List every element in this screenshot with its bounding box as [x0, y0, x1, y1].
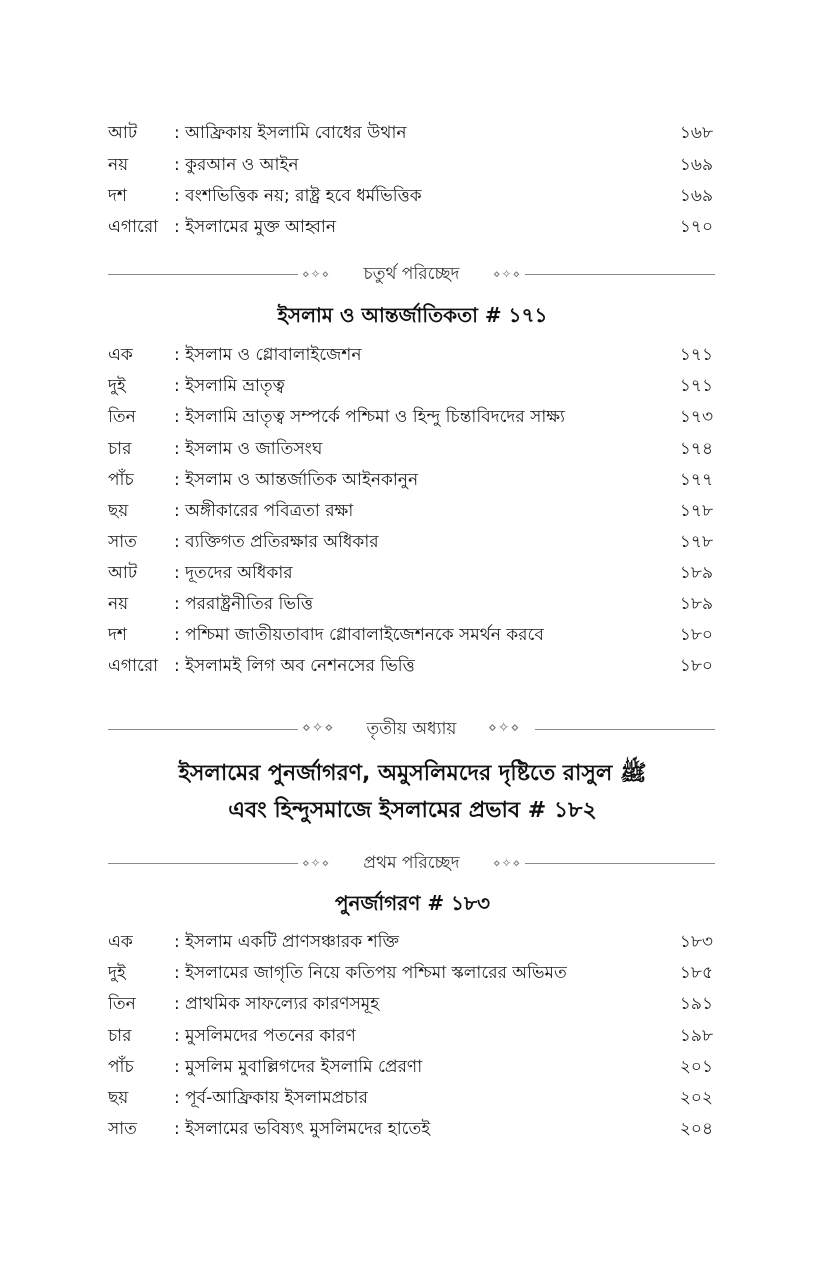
- toc-entry: [108, 371, 713, 401]
- entry-number: পাঁচ: [108, 1057, 134, 1077]
- entry-title: : বংশভিত্তিক নয়; রাষ্ট্র হবে ধর্মভিত্তিক: [174, 186, 422, 206]
- entry-page: ২০২: [679, 1088, 713, 1108]
- toc-entry: [108, 150, 713, 180]
- toc-entry: [108, 212, 713, 242]
- chapter-heading: পুনর্জাগরণ # ১৮৩: [334, 891, 491, 915]
- entry-page: ১৮৫: [679, 963, 713, 983]
- entry-number: সাত: [108, 1119, 137, 1139]
- entry-page: ১৯১: [679, 994, 713, 1014]
- entry-title: : ইসলামের মুক্ত আহ্বান: [174, 217, 336, 237]
- toc-entry: [108, 1083, 713, 1113]
- entry-number: দুই: [108, 963, 126, 983]
- entry-number: দশ: [108, 625, 127, 645]
- entry-number: পাঁচ: [108, 470, 134, 490]
- toc-entry: [108, 989, 713, 1019]
- entry-number: তিন: [108, 407, 136, 427]
- entry-page: ১৮৯: [679, 594, 713, 614]
- entry-page: ১৮৯: [679, 563, 713, 583]
- ornament-icon: ⋄✧⋄: [302, 267, 331, 281]
- entry-number: নয়: [108, 594, 129, 614]
- entry-title: : ব্যক্তিগত প্রতিরক্ষার অধিকার: [174, 532, 379, 552]
- toc-entry: [108, 496, 713, 526]
- divider-label: প্রথম পরিচ্ছেদ: [363, 853, 460, 873]
- entry-number: এগারো: [108, 656, 159, 676]
- entry-page: ১৮০: [679, 656, 713, 676]
- ornament-icon: ⋄✧⋄: [302, 856, 331, 870]
- toc-entry: [108, 558, 713, 588]
- entry-title: : মুসলিমদের পতনের কারণ: [174, 1026, 356, 1046]
- toc-entry: [108, 1114, 713, 1144]
- entry-page: ১৭৮: [679, 532, 713, 552]
- toc-entry: [108, 340, 713, 370]
- entry-page: ১৬৯: [679, 155, 713, 175]
- entry-title: : ইসলাম ও জাতিসংঘ: [174, 439, 323, 459]
- entry-page: ১৭১: [679, 345, 713, 365]
- toc-entry: [108, 958, 713, 988]
- entry-title: : পূর্ব-আফ্রিকায় ইসলামপ্রচার: [174, 1088, 368, 1108]
- entry-title: : ইসলামই লিগ অব নেশনসের ভিত্তি: [174, 656, 415, 676]
- toc-entry: [108, 181, 713, 211]
- entry-title: : ইসলাম একটি প্রাণসঞ্চারক শক্তি: [174, 932, 399, 952]
- divider-line: [525, 274, 715, 275]
- entry-number: ছয়: [108, 501, 129, 521]
- entry-title: : কুরআন ও আইন: [174, 155, 299, 175]
- entry-number: দুই: [108, 376, 126, 396]
- entry-title: : ইসলামের ভবিষ্যৎ মুসলিমদের হাতেই: [174, 1119, 431, 1139]
- entry-number: নয়: [108, 155, 129, 175]
- toc-entry: [108, 527, 713, 557]
- entry-page: ১৭৩: [679, 407, 713, 427]
- entry-number: আট: [108, 563, 138, 583]
- toc-entry: [108, 651, 713, 681]
- entry-page: ১৭৪: [679, 439, 713, 459]
- ornament-icon: ⋄✧⋄: [302, 720, 335, 736]
- entry-title: : ইসলামের জাগৃতি নিয়ে কতিপয় পশ্চিমা স্কলারের অভিমত: [174, 963, 567, 983]
- entry-page: ১৯৮: [679, 1026, 713, 1046]
- entry-page: ১৭১: [679, 376, 713, 396]
- toc-entry: [108, 1052, 713, 1082]
- part-heading-line-1: ইসলামের পুনর্জাগরণ, অমুসলিমদের দৃষ্টিতে রাসুল ﷺ: [178, 761, 647, 786]
- toc-entry: [108, 1021, 713, 1051]
- entry-title: : অঙ্গীকারের পবিত্রতা রক্ষা: [174, 501, 354, 521]
- entry-number: এক: [108, 932, 133, 952]
- ornament-icon: ⋄✧⋄: [493, 856, 522, 870]
- entry-number: তিন: [108, 994, 136, 1014]
- toc-entry: [108, 589, 713, 619]
- toc-entry: [108, 620, 713, 650]
- entry-page: ১৭৮: [679, 501, 713, 521]
- entry-title: : ইসলাম ও গ্লোবালাইজেশন: [174, 345, 362, 365]
- entry-title: : ইসলাম ও আন্তর্জাতিক আইনকানুন: [174, 470, 419, 490]
- entry-number: ছয়: [108, 1088, 129, 1108]
- entry-page: ১৮৩: [679, 932, 713, 952]
- toc-entry: [108, 434, 713, 464]
- toc-entry: [108, 118, 713, 148]
- entry-page: ১৮০: [679, 625, 713, 645]
- entry-title: : দূতদের অধিকার: [174, 563, 293, 583]
- divider-label: চতুর্থ পরিচ্ছেদ: [363, 264, 460, 284]
- entry-title: : প্রাথমিক সাফল্যের কারণসমূহ: [174, 994, 380, 1014]
- section-divider: [108, 259, 715, 289]
- entry-page: ২০৪: [679, 1119, 713, 1139]
- entry-title: : ইসলামি ভ্রাতৃত্ব সম্পর্কে পশ্চিমা ও হিন্দু চিন্তাবিদদের সাক্ষ্য: [174, 407, 565, 427]
- entry-number: চার: [108, 439, 132, 459]
- entry-title: : আফ্রিকায় ইসলামি বোধের উথান: [174, 123, 407, 143]
- ornament-icon: ⋄✧⋄: [493, 267, 522, 281]
- entry-title: : ইসলামি ভ্রাতৃত্ব: [174, 376, 285, 396]
- ornament-icon: ⋄✧⋄: [488, 720, 521, 736]
- entry-number: এগারো: [108, 217, 159, 237]
- divider-label: তৃতীয় অধ্যায়: [366, 719, 457, 739]
- entry-page: ১৬৮: [679, 123, 713, 143]
- toc-entry: [108, 465, 713, 495]
- chapter-heading: ইসলাম ও আন্তর্জাতিকতা # ১৭১: [277, 303, 548, 327]
- entry-title: : মুসলিম মুবাল্লিগদের ইসলামি প্রেরণা: [174, 1057, 423, 1077]
- section-divider: [108, 848, 715, 878]
- entry-number: সাত: [108, 532, 137, 552]
- entry-number: আট: [108, 123, 138, 143]
- entry-title: : পশ্চিমা জাতীয়তাবাদ গ্লোবালাইজেশনকে সমর্থন করবে: [174, 625, 544, 645]
- toc-entry: [108, 402, 713, 432]
- entry-title: : পররাষ্ট্রনীতির ভিত্তি: [174, 594, 314, 614]
- entry-page: ১৭০: [679, 217, 713, 237]
- divider-line: [525, 863, 715, 864]
- entry-page: ২০১: [679, 1057, 713, 1077]
- part-heading-line-2: এবং হিন্দুসমাজে ইসলামের প্রভাব # ১৮২: [228, 798, 597, 823]
- toc-entry: [108, 927, 713, 957]
- entry-number: দশ: [108, 186, 127, 206]
- part-divider: [108, 714, 715, 744]
- entry-number: চার: [108, 1026, 132, 1046]
- entry-page: ১৬৯: [679, 186, 713, 206]
- entry-page: ১৭৭: [679, 470, 713, 490]
- entry-number: এক: [108, 345, 133, 365]
- divider-line: [535, 729, 715, 730]
